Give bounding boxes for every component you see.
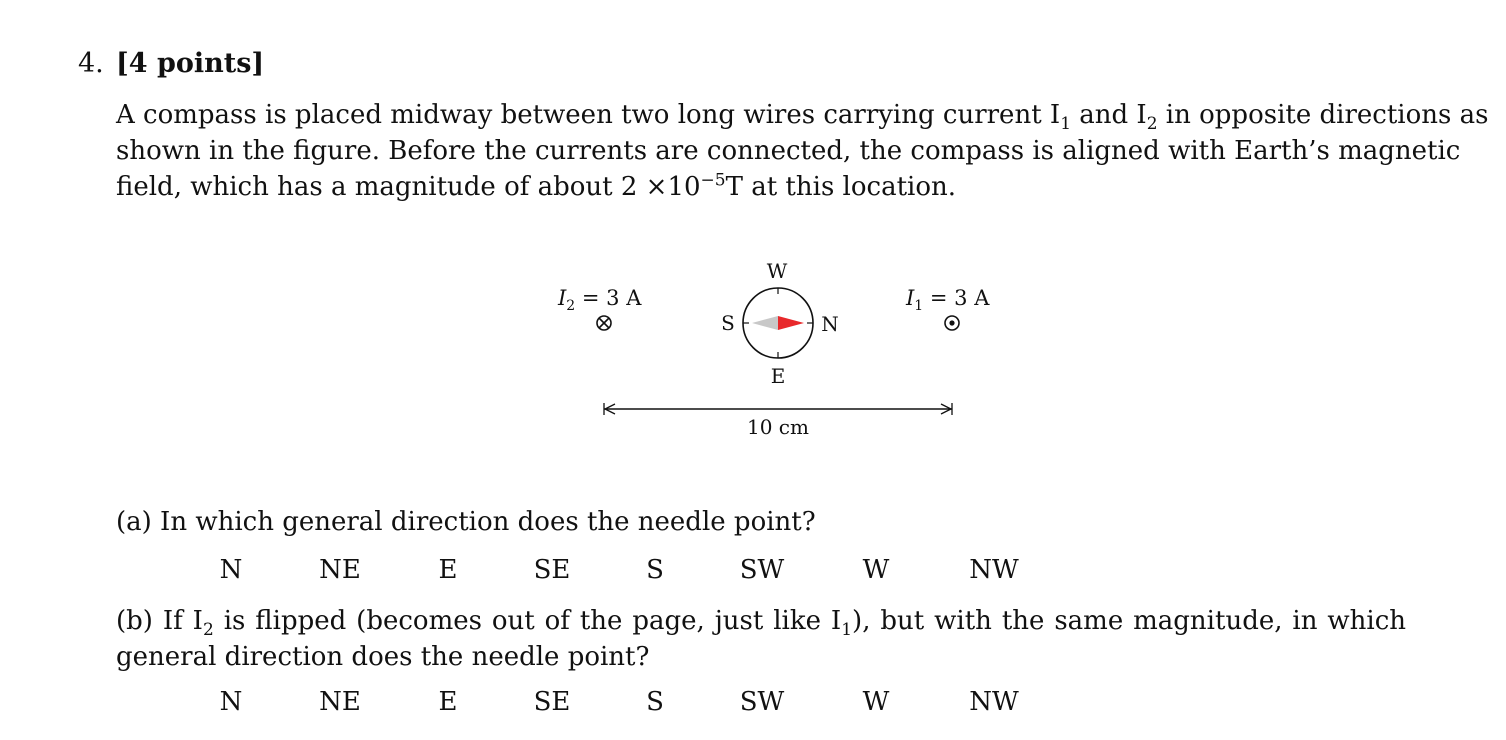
distance-arrow (604, 403, 952, 415)
part-a-choice[interactable]: NW (969, 555, 1019, 585)
part-a-question: (a) In which general direction does the needle point? (116, 507, 816, 537)
current-into-page-icon (597, 316, 611, 330)
problem-line-2: shown in the figure. Before the currents are connected, the compass is aligned with Earth’s magnetic (116, 136, 1461, 166)
right-wire-label: $I_1 = 3$ A (906, 286, 990, 314)
compass-label-n: N (821, 312, 839, 336)
question-number: 4. (78, 48, 104, 79)
compass-label-w: W (766, 259, 788, 283)
part-b-choice[interactable]: W (862, 687, 890, 717)
part-a-choice[interactable]: W (862, 555, 890, 585)
compass-label-s: S (721, 311, 735, 335)
part-b-question-line-1: (b) If $I_2$ is flipped (becomes out of the page, just like $I_1$), but with the same magnitude, in which (116, 606, 1407, 641)
part-a-choice[interactable]: E (438, 555, 458, 585)
part-b-choice[interactable]: E (438, 687, 458, 717)
part-a-choice[interactable]: S (646, 555, 664, 585)
part-a-choice[interactable]: SE (533, 555, 571, 585)
current-out-of-page-icon (945, 316, 959, 330)
left-wire-label: $I_2 = 3$ A (558, 286, 642, 314)
part-a-choices (0, 555, 1506, 595)
part-a-choice[interactable]: NE (319, 555, 361, 585)
compass-icon (743, 288, 813, 358)
compass-label-e: E (770, 364, 786, 388)
part-b-choice[interactable]: N (219, 687, 243, 717)
distance-label: 10 cm (747, 415, 809, 439)
part-b-choice[interactable]: S (646, 687, 664, 717)
compass-figure (540, 250, 1020, 450)
question-points: [4 points] (116, 48, 265, 79)
part-b-choice[interactable]: SW (739, 687, 785, 717)
part-b-choice[interactable]: SE (533, 687, 571, 717)
problem-line-3: field, which has a magnitude of about $2 \times 10^{-5}T$ at this location. (116, 170, 957, 202)
part-b-question-line-2: general direction does the needle point? (116, 642, 650, 672)
problem-line-1: A compass is placed midway between two long wires carrying current $I_1$ and $I_2$ in opposite directions as (116, 100, 1489, 135)
part-a-choice[interactable]: SW (739, 555, 785, 585)
part-b-choice[interactable]: NW (969, 687, 1019, 717)
part-a-choice[interactable]: N (219, 555, 243, 585)
part-b-choices (0, 687, 1506, 727)
part-b-choice[interactable]: NE (319, 687, 361, 717)
